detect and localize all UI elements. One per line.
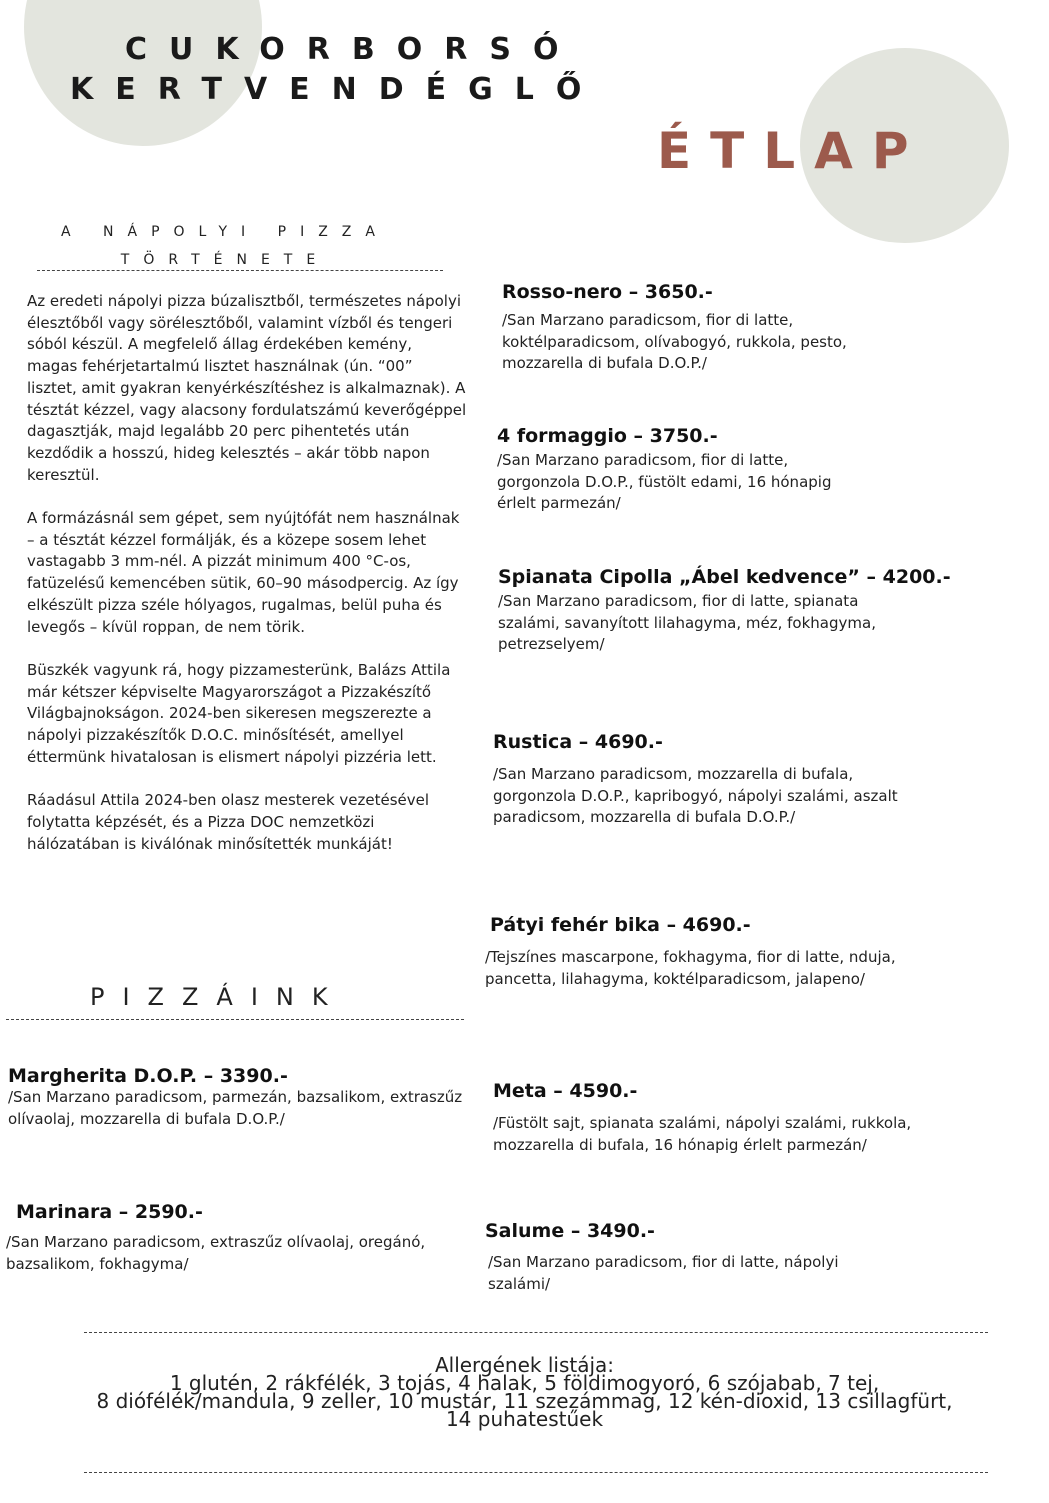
divider-allergens-top: [84, 1332, 988, 1333]
menu-item-name: Margherita D.O.P. – 3390.-: [8, 1065, 288, 1087]
menu-item-description: /San Marzano paradicsom, fior di latte, koktélparadicsom, olívabogyó, rukkola, pesto, mozzarella di bufala D.O.P./: [502, 311, 847, 372]
menu-item-name: Meta – 4590.-: [493, 1080, 638, 1102]
menu-item-name: Spianata Cipolla „Ábel kedvence” – 4200.-: [498, 566, 951, 588]
menu-item-name: Marinara – 2590.-: [16, 1201, 203, 1223]
story-paragraph: A formázásnál sem gépet, sem nyújtófát nem használnak – a tésztát kézzel formálják, és a közepe sosem lehet vastagabb 3 mm-nél. A pizzát minimum 400 °C-os, fatüzelésű kemencében sütik, 60–90 másodpercig. Az így elkészült pizza széle hólyagos, rugalmas, belül puha és levegős – kívül roppan, de nem törik.: [27, 509, 460, 636]
allergen-line: 1 glutén, 2 rákfélék, 3 tojás, 4 halak, 5 földimogyoró, 6 szójabab, 7 tej,: [169, 1371, 880, 1395]
brand-line-1: CUKORBORSÓ: [125, 32, 581, 67]
menu-item-name: Salume – 3490.-: [485, 1220, 655, 1242]
brand-line-2: KERTVENDÉGLŐ: [70, 72, 604, 107]
allergen-list: [0, 1353, 1049, 1431]
menu-item-name: Rustica – 4690.-: [493, 731, 663, 753]
story-heading: [60, 218, 390, 274]
menu-title: ÉTLAP: [657, 122, 928, 180]
menu-item-description: /Tejszínes mascarpone, fokhagyma, fior di latte, nduja, pancetta, lilahagyma, koktélparadicsom, jalapeno/: [485, 948, 896, 988]
menu-item-description: /San Marzano paradicsom, parmezán, bazsalikom, extraszűz olívaolaj, mozzarella di bufala D.O.P./: [8, 1088, 463, 1128]
menu-item-description: /San Marzano paradicsom, fior di latte, nápolyi szalámi/: [488, 1253, 839, 1293]
menu-item-description: /San Marzano paradicsom, mozzarella di bufala, gorgonzola D.O.P., kapribogyó, nápolyi szalámi, aszalt paradicsom, mozzarella di bufala D.O.P./: [493, 765, 898, 826]
story-paragraph: Büszkék vagyunk rá, hogy pizzamesterünk, Balázs Attila már kétszer képviselte Magyarországot a Pizzakészítő Világbajnokságon. 2024-ben sikeresen megszerezte a nápolyi pizzakészítők D.O.C. minősítését, amellyel éttermünk hivatalosan is elismert nápolyi pizzéria lett.: [27, 660, 451, 766]
menu-item-description: /Füstölt sajt, spianata szalámi, nápolyi szalámi, rukkola, mozzarella di bufala, 16 hónapig érlelt parmezán/: [493, 1114, 912, 1154]
allergen-line: 8 diófélék/mandula, 9 zeller, 10 mustár, 11 szezámmag, 12 kén-dioxid, 13 csillagfürt,: [96, 1389, 953, 1413]
menu-item-description: /San Marzano paradicsom, extraszűz olívaolaj, oregánó, bazsalikom, fokhagyma/: [6, 1233, 426, 1273]
pizzas-heading: PIZZÁINK: [90, 983, 346, 1011]
story-paragraph: Az eredeti nápolyi pizza búzalisztből, természetes nápolyi élesztőből vagy sörélesztőből, valamint vízből és tengeri sóból készül. A megfelelő állag érdekében kemény, magas fehérjetartalmú lisztet használnak (ún. “00” lisztet, amit gyakran kenyérkészítéshez is alkalmaznak). A tésztát kézzel, vagy alacsony fordulatszámú keverőgéppel dagasztják, majd legalább 20 perc pihentetés után kezdődik a hosszú, hideg kelesztés – akár több napon keresztül.: [27, 292, 467, 484]
menu-item: [502, 281, 862, 375]
menu-item: [485, 1220, 845, 1295]
allergen-title: Allergének listája:: [434, 1353, 615, 1377]
menu-item-name: 4 formaggio – 3750.-: [497, 425, 718, 447]
menu-item: [493, 731, 933, 829]
allergen-line: 14 puhatestűek: [445, 1407, 604, 1431]
story-paragraph: Ráadásul Attila 2024-ben olasz mesterek vezetésével folytatta képzését, és a Pizza DOC nemzetközi hálózatában is kiválónak minősítették munkáját!: [27, 791, 430, 853]
menu-item-name: Rosso-nero – 3650.-: [502, 281, 713, 303]
story-heading-line-1: A NÁPOLYI PIZZA: [61, 224, 389, 240]
divider-allergens-bottom: [84, 1472, 988, 1473]
menu-item-description: /San Marzano paradicsom, fior di latte, spianata szalámi, savanyított lilahagyma, méz, fokhagyma, petrezselyem/: [498, 592, 876, 653]
story-text: [27, 291, 467, 877]
menu-item-name: Pátyi fehér bika – 4690.-: [490, 914, 751, 936]
menu-item-description: /San Marzano paradicsom, fior di latte, gorgonzola D.O.P., füstölt edami, 16 hónapig érlelt parmezán/: [497, 451, 832, 512]
divider-story: [37, 270, 443, 271]
divider-pizzas: [6, 1019, 464, 1020]
menu-item: [497, 425, 852, 515]
restaurant-name: [70, 30, 603, 110]
menu-item: [8, 1065, 468, 1130]
menu-item: [498, 566, 951, 656]
menu-item: [485, 914, 925, 990]
story-heading-line-2: TÖRTÉNETE: [120, 252, 330, 268]
menu-item: [6, 1201, 446, 1275]
menu-item: [493, 1080, 993, 1156]
